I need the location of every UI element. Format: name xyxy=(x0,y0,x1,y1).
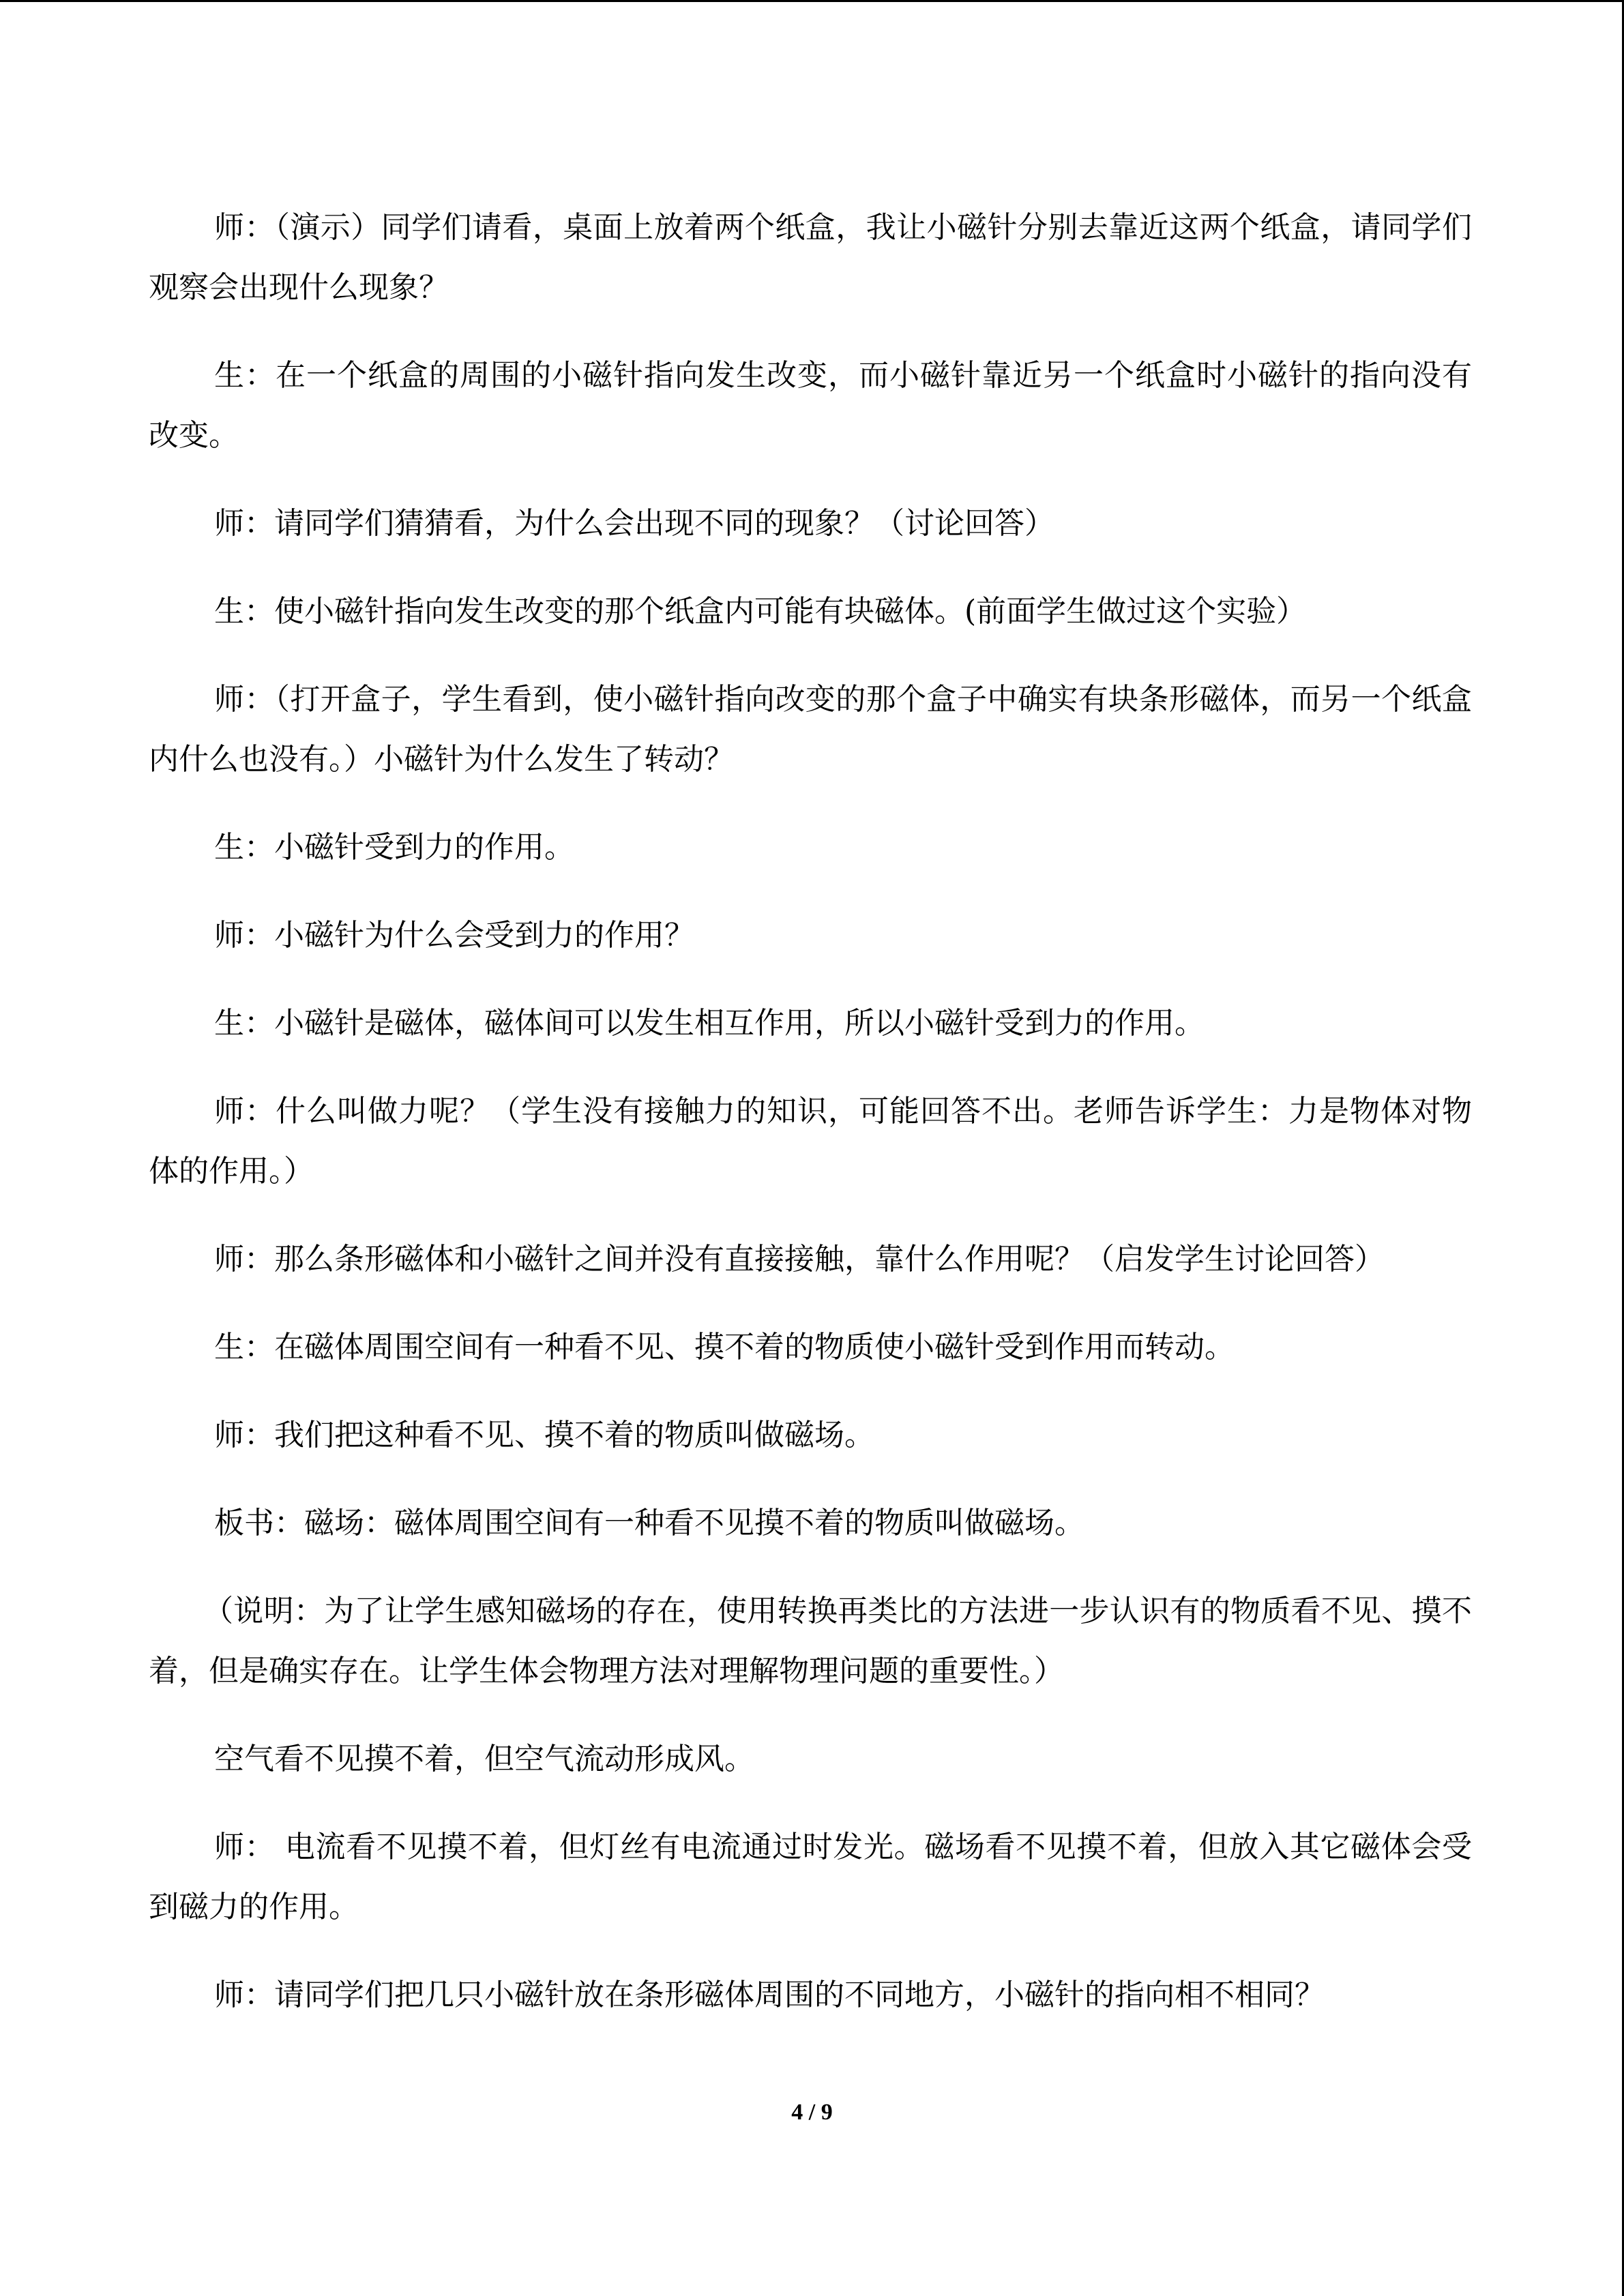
paragraph: 师：我们把这种看不见、摸不着的物质叫做磁场。 xyxy=(214,1418,874,1452)
paragraph: 师：请同学们把几只小磁针放在条形磁体周围的不同地方，小磁针的指向相不相同？ xyxy=(214,1978,1325,2012)
paragraph: 生：小磁针是磁体，磁体间可以发生相互作用，所以小磁针受到力的作用。 xyxy=(214,1006,1205,1041)
paragraph: 生：使小磁针指向发生改变的那个纸盒内可能有块磁体。(前面学生做过这个实验） xyxy=(214,594,1307,629)
page-border-top xyxy=(0,0,1624,2)
paragraph: 生：在磁体周围空间有一种看不见、摸不着的物质使小磁针受到作用而转动。 xyxy=(214,1330,1235,1365)
paragraph: 空气看不见摸不着，但空气流动形成风。 xyxy=(214,1742,754,1776)
page-number: 4 / 9 xyxy=(791,2100,833,2125)
paragraph: 师：小磁针为什么会受到力的作用？ xyxy=(214,918,694,953)
paragraph: 生：在一个纸盒的周围的小磁针指向发生改变，而小磁针靠近另一个纸盒时小磁针的指向没有改变。 xyxy=(149,358,1472,453)
paragraph: 师：（打开盒子，学生看到，使小磁针指向改变的那个盒子中确实有块条形磁体，而另一个纸盒内什么也没有。）小磁针为什么发生了转动？ xyxy=(149,682,1472,777)
paragraph: 板书：磁场：磁体周围空间有一种看不见摸不着的物质叫做磁场。 xyxy=(214,1506,1084,1540)
paragraph: 师：（演示）同学们请看，桌面上放着两个纸盒，我让小磁针分别去靠近这两个纸盒，请同学们观察会出现什么现象？ xyxy=(149,210,1472,305)
paragraph: 师： 电流看不见摸不着，但灯丝有电流通过时发光。磁场看不见摸不着，但放入其它磁体会受到磁力的作用。 xyxy=(149,1830,1472,1924)
paragraph: 师：那么条形磁体和小磁针之间并没有直接接触，靠什么作用呢？（启发学生讨论回答） xyxy=(214,1242,1385,1277)
paragraph: 师：请同学们猜猜看，为什么会出现不同的现象？（讨论回答） xyxy=(214,506,1054,541)
document-body xyxy=(149,198,1472,2053)
paragraph: 生：小磁针受到力的作用。 xyxy=(214,830,574,865)
paragraph-note: （说明：为了让学生感知磁场的存在，使用转换再类比的方法进一步认识有的物质看不见、摸不着，但是确实存在。让学生体会物理方法对理解物理问题的重要性。） xyxy=(149,1594,1472,1688)
paragraph: 师：什么叫做力呢？（学生没有接触力的知识，可能回答不出。老师告诉学生：力是物体对物体的作用。） xyxy=(149,1094,1472,1189)
